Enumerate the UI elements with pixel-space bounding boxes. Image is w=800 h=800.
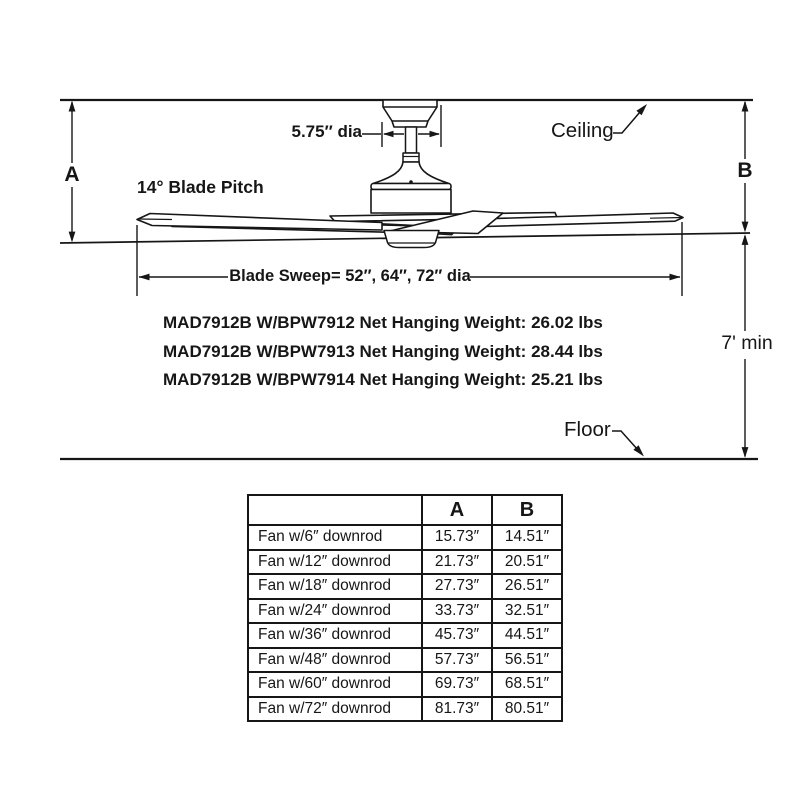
row-value-a: 45.73″ <box>422 623 492 648</box>
row-value-a: 81.73″ <box>422 697 492 722</box>
table-row <box>248 672 562 697</box>
row-value-b: 32.51″ <box>492 599 562 624</box>
canopy-diameter-label: 5.75″ dia <box>291 122 362 141</box>
hanging-weight-line-1: MAD7912B W/BPW7912 Net Hanging Weight: 26.02 lbs <box>163 313 603 332</box>
fan-bottom-cap <box>384 231 439 248</box>
row-value-a: 69.73″ <box>422 672 492 697</box>
floor-pointer-arrow <box>612 431 644 457</box>
table-row <box>248 648 562 673</box>
dimension-a-label: A <box>64 163 80 186</box>
fan-downrod <box>403 127 419 162</box>
row-value-b: 44.51″ <box>492 623 562 648</box>
blade-sweep-label: Blade Sweep= 52″, 64″, 72″ dia <box>229 267 471 285</box>
row-value-a: 33.73″ <box>422 599 492 624</box>
table-header-a: A <box>422 495 492 525</box>
row-label: Fan w/36″ downrod <box>248 623 422 648</box>
row-value-b: 68.51″ <box>492 672 562 697</box>
row-label: Fan w/18″ downrod <box>248 574 422 599</box>
row-label: Fan w/60″ downrod <box>248 672 422 697</box>
row-value-a: 15.73″ <box>422 525 492 550</box>
table-header-row <box>248 495 562 525</box>
table-row <box>248 599 562 624</box>
row-label: Fan w/12″ downrod <box>248 550 422 575</box>
row-label: Fan w/48″ downrod <box>248 648 422 673</box>
row-label: Fan w/24″ downrod <box>248 599 422 624</box>
row-value-a: 27.73″ <box>422 574 492 599</box>
table-header-b: B <box>492 495 562 525</box>
table-row <box>248 623 562 648</box>
row-value-b: 20.51″ <box>492 550 562 575</box>
dimension-b-label: B <box>737 159 753 182</box>
table-row <box>248 550 562 575</box>
fan-motor-housing <box>371 162 451 213</box>
hanging-weight-line-3: MAD7912B W/BPW7914 Net Hanging Weight: 25.21 lbs <box>163 370 603 389</box>
table-row <box>248 697 562 722</box>
row-label: Fan w/72″ downrod <box>248 697 422 722</box>
ceiling-pointer-arrow <box>613 104 647 133</box>
floor-label: Floor <box>564 418 611 441</box>
row-value-b: 80.51″ <box>492 697 562 722</box>
min-height-label: 7' min <box>721 332 773 354</box>
blade-pitch-label: 14° Blade Pitch <box>137 177 264 197</box>
row-value-b: 26.51″ <box>492 574 562 599</box>
ceiling-label: Ceiling <box>551 119 614 142</box>
table-row <box>248 574 562 599</box>
row-label: Fan w/6″ downrod <box>248 525 422 550</box>
table-row <box>248 525 562 550</box>
table-header-empty <box>248 495 422 525</box>
downrod-dimensions-table <box>247 494 563 722</box>
row-value-a: 21.73″ <box>422 550 492 575</box>
row-value-b: 14.51″ <box>492 525 562 550</box>
hanging-weight-line-2: MAD7912B W/BPW7913 Net Hanging Weight: 28.44 lbs <box>163 342 603 361</box>
row-value-b: 56.51″ <box>492 648 562 673</box>
fan-canopy <box>383 100 437 127</box>
row-value-a: 57.73″ <box>422 648 492 673</box>
